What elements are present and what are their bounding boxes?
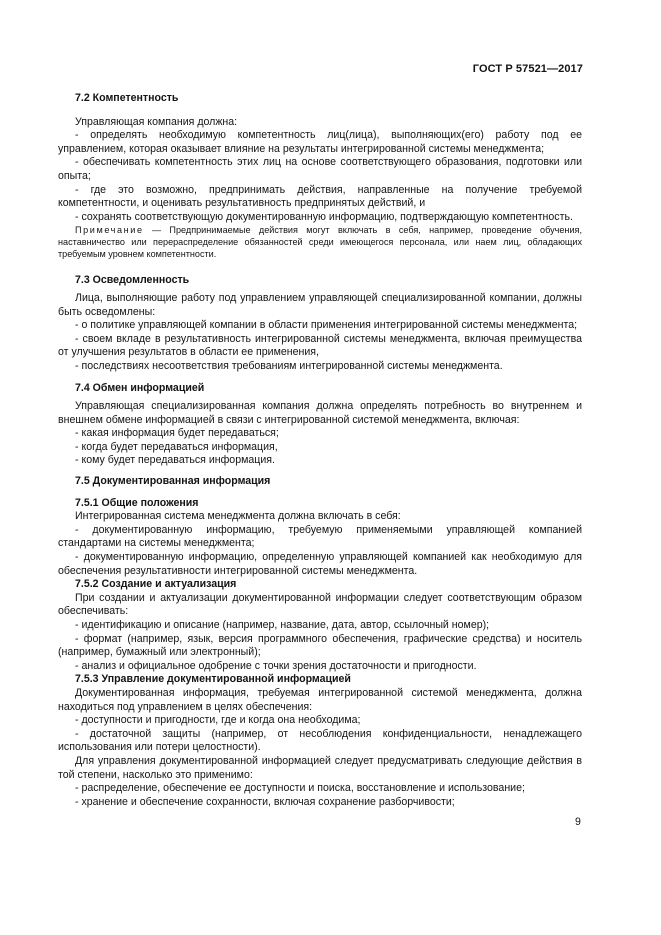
list-item: - когда будет передаваться информация, (75, 440, 278, 453)
section-heading-7-4: 7.4 Обмен информацией (75, 381, 205, 394)
section-heading-7-5: 7.5 Документированная информация (75, 475, 271, 488)
list-item: - документированную информацию, требуемую применяемыми управляющей компанией стандартами на системы менеджмента; (58, 523, 582, 550)
list-item: - достаточной защиты (например, от несоблюдения конфиденциальности, ненадлежащего использования или потери целостности). (58, 727, 582, 754)
list-item: - своем вкладе в результативность интегрированной системы менеджмента, включая преимущества от улучшения результатов в области ее применения, (58, 332, 582, 359)
list-item: - доступности и пригодности, где и когда она необходима; (75, 714, 361, 727)
list-item: - где это возможно, предпринимать действия, направленные на получение требуемой компетентности, и оценивать результативность предпринятых действий, и (58, 183, 582, 210)
paragraph: Интегрированная система менеджмента должна включать в себя: (75, 510, 401, 523)
list-item: - о политике управляющей компании в области применения интегрированной системы менеджмента; (75, 319, 578, 332)
subsection-heading-7-5-1: 7.5.1 Общие положения (75, 496, 199, 509)
list-item: - сохранять соответствующую документированную информацию, подтверждающую компетентность. (75, 210, 573, 223)
page-content (58, 92, 582, 809)
paragraph: Управляющая компания должна: (75, 115, 238, 128)
page-number: 9 (575, 816, 581, 828)
note (58, 224, 582, 260)
list-item: - формат (например, язык, версия программного обеспечения, графические средства) и носитель (например, бумажный или электронный); (58, 632, 582, 659)
list-item: - последствиях несоответствия требованиям интегрированной системы менеджмента. (75, 359, 503, 372)
list-item: - документированную информацию, определенную управляющей компанией как необходимую для обеспечения результативности интегрированной системы менеджмента. (58, 551, 582, 577)
list-item: - обеспечивать компетентность этих лиц на основе соответствующего образования, подготовки или опыта; (58, 156, 582, 182)
paragraph: При создании и актуализации документированной информации следует соответствующим образом обеспечивать: (58, 591, 582, 618)
paragraph: Документированная информация, требуемая интегрированной системой менеджмента, должна находиться под управлением в целях обеспечения: (58, 686, 582, 713)
note-label: Примечание (75, 225, 144, 236)
list-item: - анализ и официальное одобрение с точки зрения достаточности и пригодности. (75, 659, 477, 672)
list-item: - какая информация будет передаваться; (75, 427, 279, 440)
subsection-heading-7-5-2: 7.5.2 Создание и актуализация (75, 578, 237, 591)
paragraph: Для управления документированной информацией следует предусматривать следующие действия в той степени, насколько это применимо: (58, 754, 582, 781)
paragraph: Управляющая специализированная компания должна определять потребность во внутреннем и внешнем обмене информацией в связи с интегрированной системой менеджмента, включая: (58, 400, 582, 426)
section-heading-7-2: 7.2 Компетентность (75, 92, 179, 104)
list-item: - хранение и обеспечение сохранности, включая сохранение разборчивости; (75, 795, 455, 808)
subsection-heading-7-5-3: 7.5.3 Управление документированной информацией (75, 673, 351, 686)
list-item: - идентификацию и описание (например, название, дата, автор, ссылочный номер); (75, 619, 490, 631)
document-header: ГОСТ Р 57521—2017 (472, 63, 583, 75)
list-item: - определять необходимую компетентность лиц(лица), выполняющих(его) работу под ее управлением, которая оказывает влияние на результаты интегрированной системы менеджмента; (58, 129, 582, 155)
paragraph: Лица, выполняющие работу под управлением управляющей специализированной компании, должны быть осведомлены: (58, 291, 582, 318)
list-item: - кому будет передаваться информация. (75, 454, 275, 467)
section-heading-7-3: 7.3 Осведомленность (75, 274, 190, 287)
note-text: — Предпринимаемые действия могут включать в себя, например, проведение обучения, наставничество или перераспределение обязанностей среди имеющегося персонала, или наем лиц, обладающих требуемым уровнем компетентности. (58, 225, 582, 260)
list-item: - распределение, обеспечение ее доступности и поиска, восстановление и использование; (75, 782, 525, 795)
